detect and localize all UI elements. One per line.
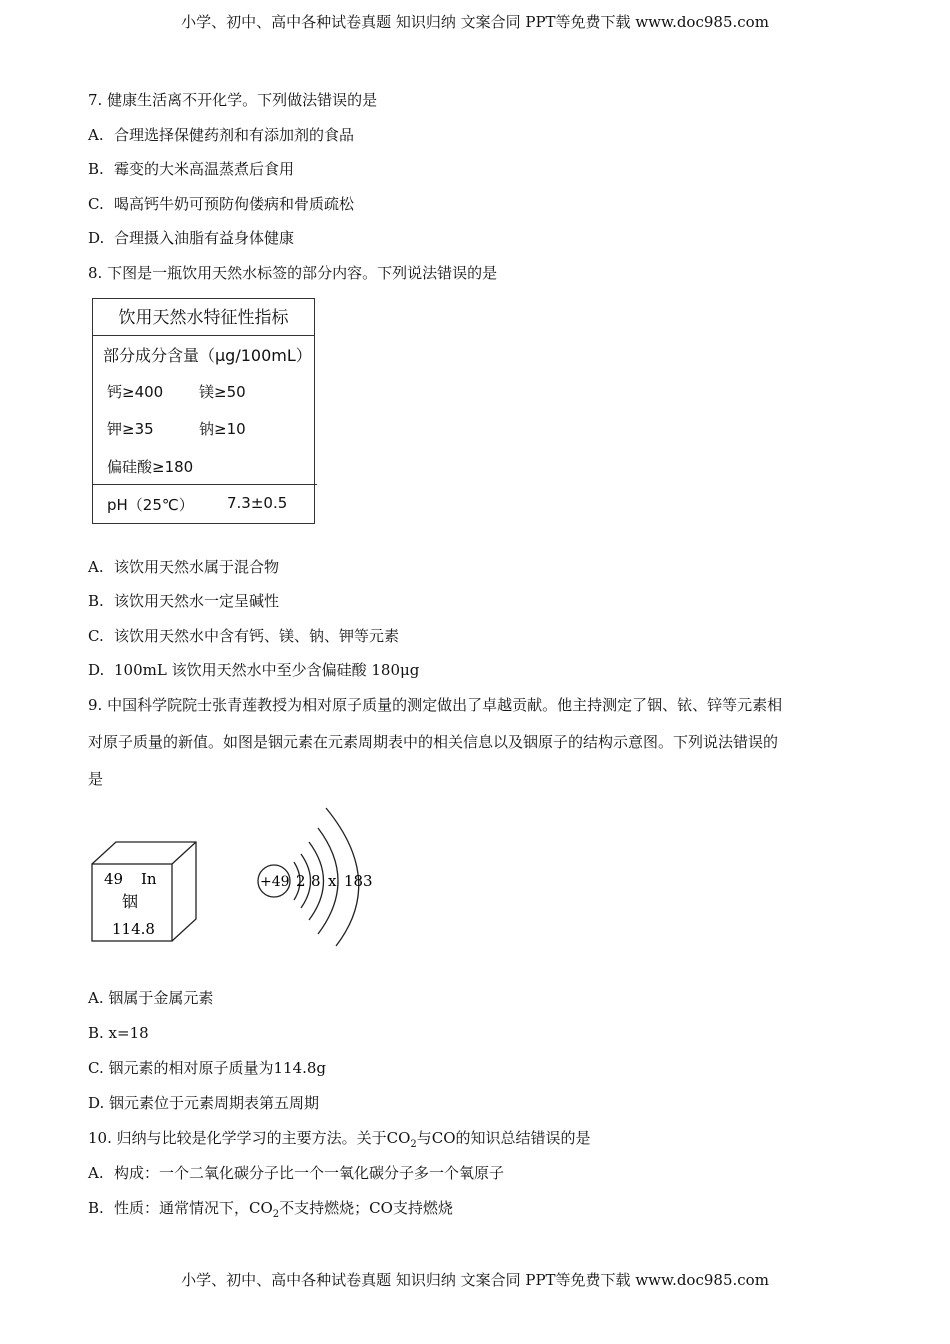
atomic-number: 49 — [104, 870, 124, 888]
shell-electrons — [296, 872, 373, 890]
q7-option-b: B. 霉变的大米高温蒸煮后食用 — [88, 160, 295, 178]
q8-stem: 8. 下图是一瓶饮用天然水标签的部分内容。下列说法错误的是 — [88, 264, 498, 282]
label-ph-value: 7.3±0.5 — [227, 494, 288, 512]
q10-option-b: B. 性质：通常情况下，$CO_2$不支持燃烧；CO支持燃烧 — [88, 1199, 453, 1220]
nucleus-charge: +49 — [260, 874, 290, 890]
svg-text:18: 18 — [344, 872, 364, 890]
svg-text:8: 8 — [311, 872, 321, 890]
element-symbol: In — [141, 870, 157, 888]
q7-option-c: C. 喝高钙牛奶可预防佝偻病和骨质疏松 — [88, 195, 355, 213]
q9-stem-line3: 是 — [88, 770, 104, 788]
q9-option-a: A. 铟属于金属元素 — [88, 989, 214, 1007]
q7-option-a: A. 合理选择保健药剂和有添加剂的食品 — [88, 126, 355, 144]
q7-stem: 7. 健康生活离不开化学。下列做法错误的是 — [88, 91, 378, 109]
q9-option-d: D. 铟元素位于元素周期表第五周期 — [88, 1094, 320, 1112]
label-magnesium: 镁≥50 — [199, 383, 246, 401]
label-sodium: 钠≥10 — [199, 420, 246, 438]
label-potassium: 钾≥35 — [107, 420, 154, 438]
element-name: 铟 — [122, 892, 139, 911]
svg-text:3: 3 — [363, 872, 373, 890]
label-metasilicic: 偏硅酸≥180 — [107, 458, 194, 476]
q10-option-a: A. 构成：一个二氧化碳分子比一个一氧化碳分子多一个氧原子 — [88, 1164, 505, 1182]
atomic-mass: 114.8 — [112, 920, 155, 938]
page-header: 小学、初中、高中各种试卷真题 知识归纳 文案合同 PPT等免费下载 www.doc985.com — [181, 13, 769, 31]
label-calcium: 钙≥400 — [107, 383, 164, 401]
q9-option-c: C. 铟元素的相对原子质量为114.8g — [88, 1059, 327, 1077]
page-footer: 小学、初中、高中各种试卷真题 知识归纳 文案合同 PPT等免费下载 www.doc985.com — [181, 1271, 769, 1289]
q8-option-d: D. 100mL 该饮用天然水中至少含偏硅酸 180μg — [88, 661, 420, 679]
q7-option-d: D. 合理摄入油脂有益身体健康 — [88, 229, 295, 247]
svg-text:x: x — [328, 872, 337, 890]
label-title: 饮用天然水特征性指标 — [93, 299, 314, 336]
q8-option-a: A. 该饮用天然水属于混合物 — [88, 558, 280, 576]
q8-option-c: C. 该饮用天然水中含有钙、镁、钠、钾等元素 — [88, 627, 400, 645]
q9-option-b: B. x=18 — [88, 1024, 149, 1042]
label-ph: pH（25℃） — [107, 496, 194, 514]
q9-stem-line1: 9. 中国科学院院士张青莲教授为相对原子质量的测定做出了卓越贡献。他主持测定了铟、铱、锌等元素相 — [88, 696, 783, 714]
svg-text:2: 2 — [296, 872, 306, 890]
q8-option-b: B. 该饮用天然水一定呈碱性 — [88, 592, 280, 610]
label-subtitle: 部分成分含量（μg/100mL） — [103, 346, 312, 365]
q9-stem-line2: 对原子质量的新值。如图是铟元素在元素周期表中的相关信息以及铟原子的结构示意图。下列说法错误的 — [88, 733, 779, 751]
q10-stem: 10. 归纳与比较是化学学习的主要方法。关于$CO_2$与CO的知识总结错误的是 — [88, 1129, 591, 1150]
